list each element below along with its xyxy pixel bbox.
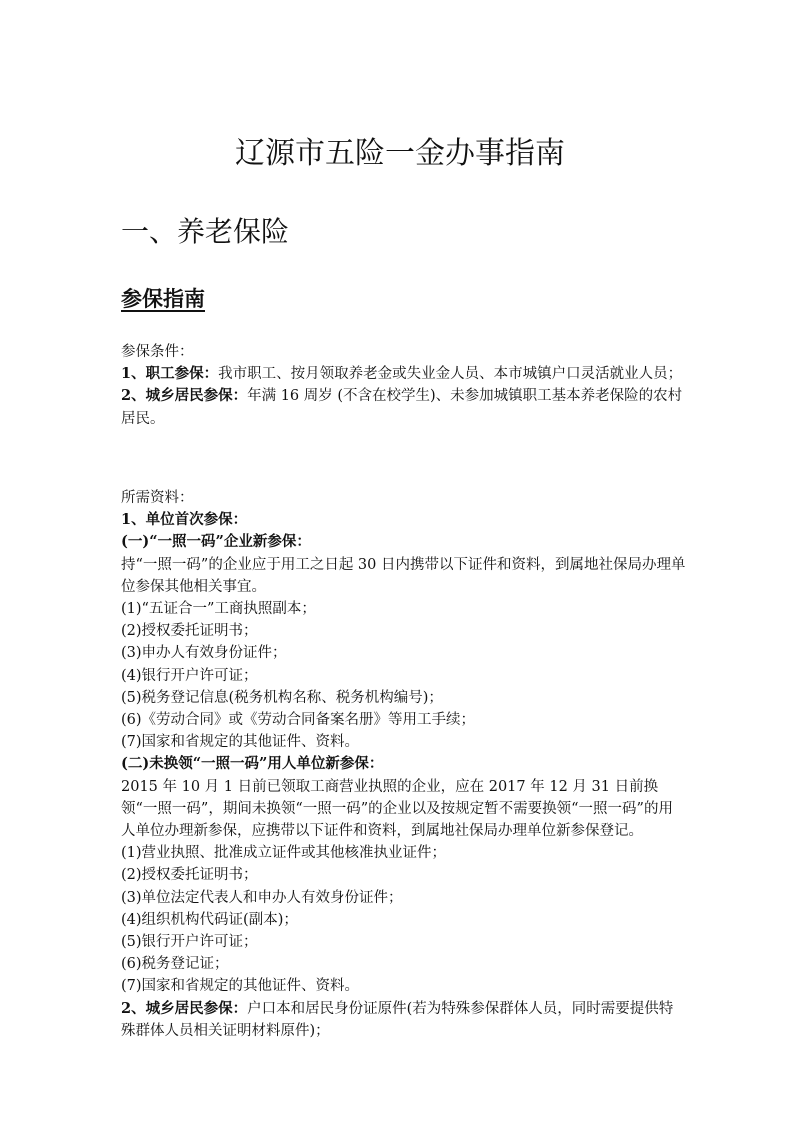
condition-item-employee-text: 我市职工、按月领取养老金或失业金人员、本市城镇户口灵活就业人员； xyxy=(218,366,683,383)
list-item: (5)银行开户许可证； xyxy=(121,934,258,951)
materials-rural-lead: 2、城乡居民参保： xyxy=(121,999,248,1017)
conditions-block xyxy=(121,341,686,430)
materials-part1-heading-text: (一)“一照一码”企业新参保： xyxy=(121,533,311,551)
condition-item-resident-lead: 2、城乡居民参保： xyxy=(121,387,248,405)
materials-unit-first-lead: 1、单位首次参保： xyxy=(121,511,248,529)
list-item: (5)税务登记信息(税务机构名称、税务机构编号)； xyxy=(121,689,443,706)
materials-unit-first xyxy=(121,509,686,531)
list-item: (3)申办人有效身份证件； xyxy=(121,645,287,662)
materials-part2-heading xyxy=(121,753,686,775)
list-item: (1)营业执照、批准成立证件或其他核准执业证件； xyxy=(121,845,447,862)
list-item: (4)组织机构代码证(副本)； xyxy=(121,911,298,928)
list-item: (2)授权委托证明书； xyxy=(121,623,258,640)
list-item: (7)国家和省规定的其他证件、资料。 xyxy=(121,978,360,995)
list-item: (3)单位法定代表人和申办人有效身份证件； xyxy=(121,889,403,906)
conditions-label: 参保条件： xyxy=(121,344,194,360)
list-item: (2)授权委托证明书； xyxy=(121,867,258,884)
materials-part1-heading xyxy=(121,531,686,553)
list-item: (6)税务登记证； xyxy=(121,956,229,973)
materials-rural xyxy=(121,998,686,1042)
materials-part1-intro: 持“一照一码”的企业应于用工之日起 30 日内携带以下证件和资料，到属地社保局办理单位参保其他相关事宜。 xyxy=(121,556,686,595)
materials-block xyxy=(121,487,686,1042)
list-item: (1)“五证合一”工商执照副本； xyxy=(121,601,316,618)
list-item: (6)《劳动合同》或《劳动合同备案名册》等用工手续； xyxy=(121,712,476,729)
condition-item-employee-lead: 1、职工参保： xyxy=(121,365,219,383)
list-item: (4)银行开户许可证； xyxy=(121,667,258,684)
condition-item-resident-text: 年满 16 周岁 (不含在校学生)、未参加城镇职工基本养老保险的农村居民。 xyxy=(121,388,683,427)
materials-rural-text: 户口本和居民身份证原件(若为特殊参保群体人员，同时需要提供特殊群体人员相关证明材料原件)； xyxy=(121,1000,674,1039)
document-title: 辽源市五险一金办事指南 xyxy=(235,136,565,171)
list-item: (7)国家和省规定的其他证件、资料。 xyxy=(121,734,360,751)
subsection-heading-enrollment-guide: 参保指南 xyxy=(121,286,205,311)
materials-part2-intro: 2015 年 10 月 1 日前已领取工商营业执照的企业，应在 2017 年 12 月 31 日前换领“一照一码”，期间未换领“一照一码”的企业以及按规定暂不需要换领“一照一码”的用人单位办理新参保，应携带以下证件和资料，到属地社保局办理单位新参保登记。 xyxy=(121,778,673,840)
section-heading-pension: 一、养老保险 xyxy=(121,215,290,248)
materials-part2-heading-text: (二)未换领“一照一码”用人单位新参保： xyxy=(121,755,384,773)
materials-label: 所需资料： xyxy=(121,490,194,506)
condition-item-employee xyxy=(121,363,686,385)
condition-item-resident xyxy=(121,385,686,429)
